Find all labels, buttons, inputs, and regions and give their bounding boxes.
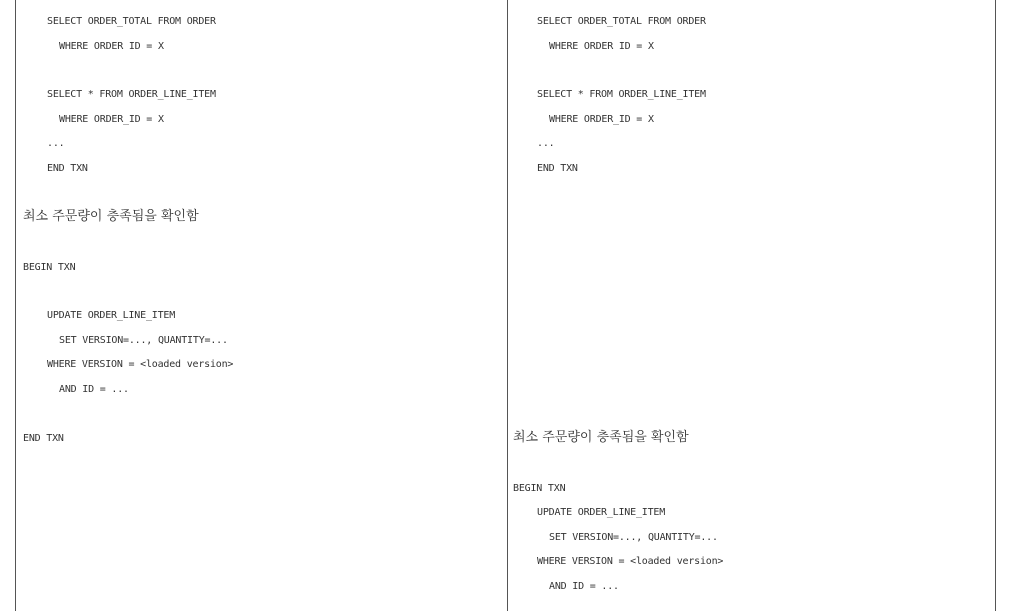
code-line: WHERE VERSION = <loaded version> [47, 359, 234, 370]
code-line: BEGIN TXN [513, 483, 566, 494]
code-line: SET VERSION=..., QUANTITY=... [59, 335, 228, 346]
code-line: SET VERSION=..., QUANTITY=... [549, 532, 718, 543]
code-line: UPDATE ORDER_LINE_ITEM [47, 310, 176, 321]
code-line: SELECT ORDER_TOTAL FROM ORDER [47, 16, 216, 27]
code-line: END TXN [23, 433, 64, 444]
code-line: ... [47, 138, 65, 149]
code-line: WHERE VERSION = <loaded version> [537, 556, 724, 567]
code-line: AND ID = ... [59, 384, 129, 395]
code-line: UPDATE ORDER_LINE_ITEM [537, 507, 666, 518]
code-line: WHERE ORDER ID = X [59, 41, 164, 52]
code-line: END TXN [537, 163, 578, 174]
code-line: AND ID = ... [549, 581, 619, 592]
code-line: SELECT * FROM ORDER_LINE_ITEM [47, 89, 216, 100]
note-text: 최소 주문량이 충족됨을 확인함 [23, 209, 199, 224]
code-line: END TXN [47, 163, 88, 174]
code-line: SELECT ORDER_TOTAL FROM ORDER [537, 16, 706, 27]
right-column [508, 0, 996, 611]
code-line: WHERE ORDER_ID = X [59, 114, 164, 125]
note-text: 최소 주문량이 충족됨을 확인함 [513, 430, 689, 445]
code-line: WHERE ORDER_ID = X [549, 114, 654, 125]
code-line: SELECT * FROM ORDER_LINE_ITEM [537, 89, 706, 100]
code-line: ... [537, 138, 555, 149]
code-line: WHERE ORDER ID = X [549, 41, 654, 52]
code-line: BEGIN TXN [23, 262, 76, 273]
